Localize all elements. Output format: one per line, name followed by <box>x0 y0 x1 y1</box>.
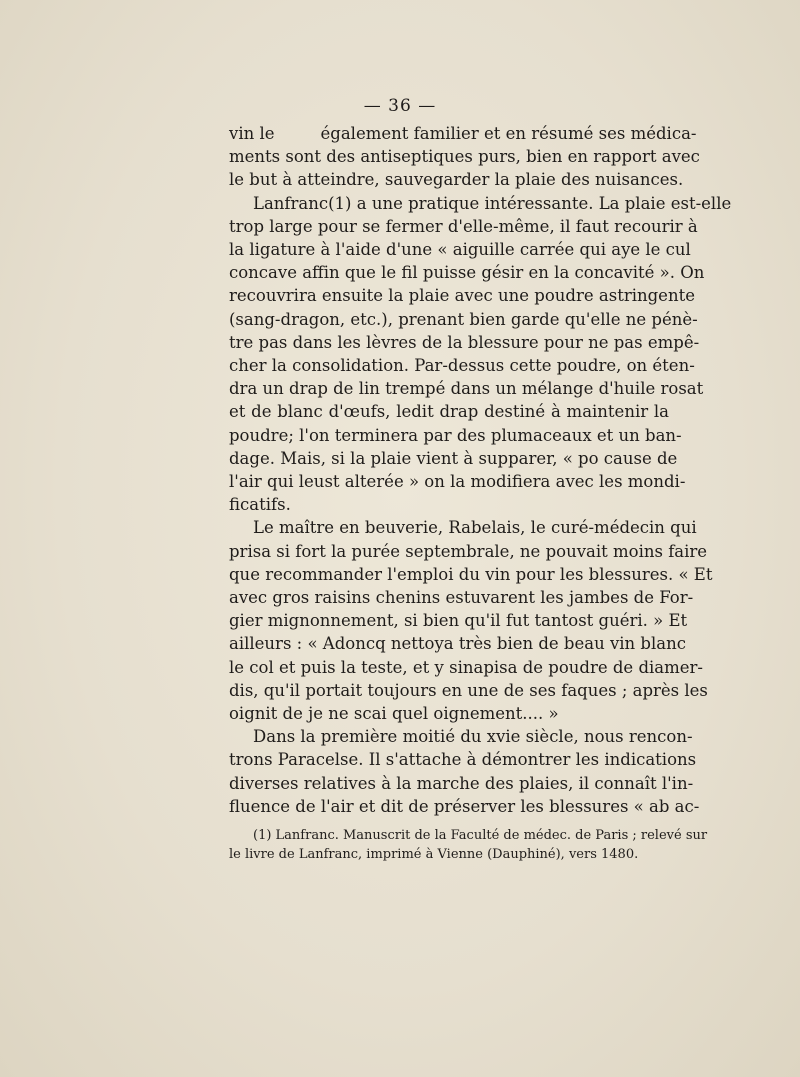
text-line: le col et puis la teste, et y sinapisa de poudre de diamer- <box>229 657 703 677</box>
text-line: trons Paracelse. Il s'attache à démontrer les indications <box>229 750 697 770</box>
text-line: recouvrira ensuite la plaie avec une poudre astringente <box>229 286 695 306</box>
text-line: dage. Mais, si la plaie vient à supparer, « po cause de <box>229 448 678 468</box>
footnotes <box>229 826 708 864</box>
text-line: dra un drap de lin trempé dans un mélange d'huile rosat <box>229 379 704 399</box>
body-text <box>229 122 732 818</box>
text-line: diverses relatives à la marche des plaies, il connaît l'in- <box>229 773 694 793</box>
text-line: Le maître en beuverie, Rabelais, le curé-médecin qui <box>253 518 697 538</box>
text-line: la ligature à l'aide d'une « aiguille carrée qui aye le cul <box>229 240 691 260</box>
text-line: vin le également familier et en résumé ses médica- <box>229 124 697 143</box>
text-line: prisa si fort la purée septembrale, ne pouvait moins faire <box>229 541 708 561</box>
text-line: fluence de l'air et dit de préserver les blessures « ab ac- <box>229 796 700 816</box>
text-line: ments sont des antiseptiques purs, bien en rapport avec <box>229 147 700 167</box>
text-line: et de blanc d'œufs, ledit drap destiné à maintenir la <box>229 402 669 422</box>
text-line: tre pas dans les lèvres de la blessure pour ne pas empê- <box>229 332 700 352</box>
text-line: cher la consolidation. Par-dessus cette poudre, on éten- <box>229 356 695 376</box>
text-line: oignit de je ne scai quel oignement.... » <box>229 704 559 724</box>
text-line: que recommander l'emploi du vin pour les blessures. « Et <box>229 564 713 584</box>
text-line: gier mignonnement, si bien qu'il fut tantost guéri. » Et <box>229 611 688 631</box>
text-line: Lanfranc(1) a une pratique intéressante. La plaie est-elle <box>253 193 732 213</box>
text-line: Dans la première moitié du xvie siècle, nous rencon- <box>253 727 693 747</box>
text-line: ficatifs. <box>229 495 291 515</box>
text-line: dis, qu'il portait toujours en une de ses faques ; après les <box>229 680 708 700</box>
text-line: l'air qui leust alterée » on la modifiera avec les mondi- <box>229 472 686 492</box>
text-line: (sang-dragon, etc.), prenant bien garde qu'elle ne pénè- <box>229 309 698 329</box>
text-line: avec gros raisins chenins estuvarent les jambes de For- <box>229 588 694 608</box>
text-line: ailleurs : « Adoncq nettoya très bien de beau vin blanc <box>229 634 686 654</box>
text-line: poudre; l'on terminera par des plumaceaux et un ban- <box>229 425 682 445</box>
text-line: trop large pour se fermer d'elle-même, il faut recourir à <box>229 216 698 236</box>
page-number: — 36 — <box>363 96 437 116</box>
text-line: le but à atteindre, sauvegarder la plaie des nuisances. <box>229 170 684 190</box>
footnote-line: le livre de Lanfranc, imprimé à Vienne (Dauphiné), vers 1480. <box>229 847 639 862</box>
text-line: concave affin que le fil puisse gésir en la concavité ». On <box>229 263 705 283</box>
footnote-line: (1) Lanfranc. Manuscrit de la Faculté de médec. de Paris ; relevé sur <box>253 828 708 843</box>
